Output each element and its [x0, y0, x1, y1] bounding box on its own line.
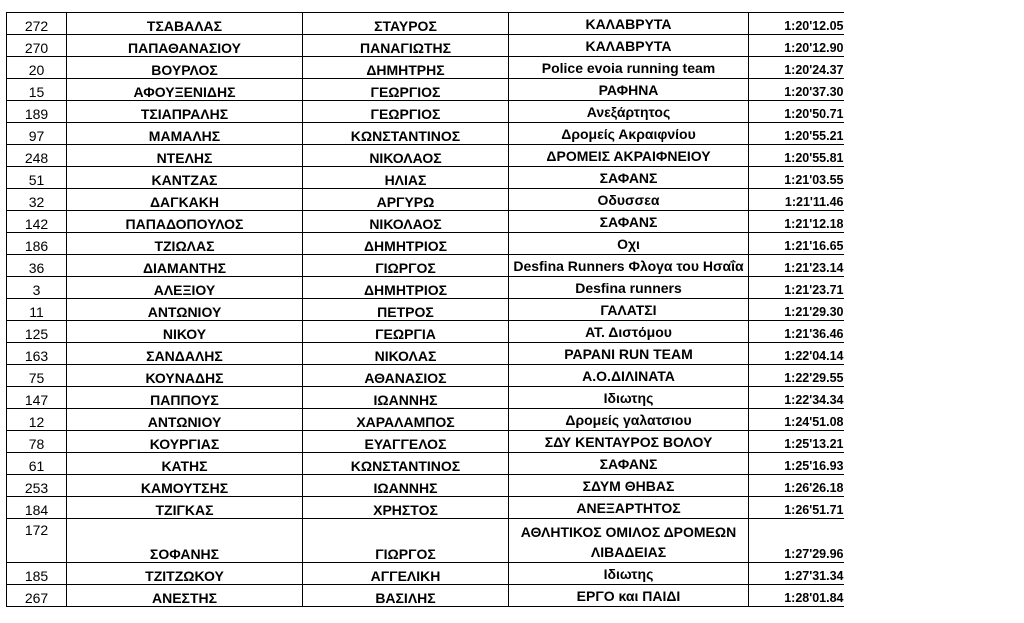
finish-time-cell: 1:25'16.93 [749, 453, 844, 475]
bib-number-cell: 172 [7, 519, 67, 563]
bib-number-cell: 51 [7, 167, 67, 189]
first-name-cell: ΓΕΩΡΓΙΟΣ [303, 101, 509, 123]
surname-cell: ΚΟΥΡΓΙΑΣ [67, 431, 303, 453]
finish-time-cell: 1:20'12.90 [749, 35, 844, 57]
bib-number-cell: 61 [7, 453, 67, 475]
bib-number-cell: 97 [7, 123, 67, 145]
table-row [7, 35, 844, 57]
club-cell: ΣΔΥΜ ΘΗΒΑΣ [509, 475, 749, 497]
bib-number-cell: 163 [7, 343, 67, 365]
finish-time-cell: 1:21'16.65 [749, 233, 844, 255]
club-cell: Οχι [509, 233, 749, 255]
table-row [7, 123, 844, 145]
finish-time-cell: 1:22'04.14 [749, 343, 844, 365]
club-cell: PAPANI RUN TEAM [509, 343, 749, 365]
bib-number-cell: 189 [7, 101, 67, 123]
first-name-cell: ΑΡΓΥΡΩ [303, 189, 509, 211]
first-name-cell: ΓΕΩΡΓΙΑ [303, 321, 509, 343]
club-cell: Οδυσσεα [509, 189, 749, 211]
club-cell: ΕΡΓΟ και ΠΑΙΔΙ [509, 585, 749, 607]
first-name-cell: ΠΑΝΑΓΙΩΤΗΣ [303, 35, 509, 57]
club-cell: Desfina runners [509, 277, 749, 299]
table-row [7, 343, 844, 365]
table-row [7, 255, 844, 277]
table-row [7, 453, 844, 475]
table-row [7, 13, 844, 35]
surname-cell: ΑΛΕΞΙΟΥ [67, 277, 303, 299]
surname-cell: ΜΑΜΑΛΗΣ [67, 123, 303, 145]
bib-number-cell: 36 [7, 255, 67, 277]
finish-time-cell: 1:20'55.21 [749, 123, 844, 145]
club-cell: ΣΔΥ ΚΕΝΤΑΥΡΟΣ ΒΟΛΟΥ [509, 431, 749, 453]
finish-time-cell: 1:27'31.34 [749, 563, 844, 585]
first-name-cell: ΑΓΓΕΛΙΚΗ [303, 563, 509, 585]
bib-number-cell: 184 [7, 497, 67, 519]
bib-number-cell: 253 [7, 475, 67, 497]
table-row [7, 409, 844, 431]
bib-number-cell: 186 [7, 233, 67, 255]
first-name-cell: ΓΙΩΡΓΟΣ [303, 519, 509, 563]
finish-time-cell: 1:21'23.14 [749, 255, 844, 277]
table-row [7, 57, 844, 79]
club-cell: ΔΡΟΜΕΙΣ ΑΚΡΑΙΦΝΕΙΟΥ [509, 145, 749, 167]
club-cell: ΚΑΛΑΒΡΥΤΑ [509, 35, 749, 57]
first-name-cell: ΒΑΣΙΛΗΣ [303, 585, 509, 607]
first-name-cell: ΓΙΩΡΓΟΣ [303, 255, 509, 277]
finish-time-cell: 1:26'26.18 [749, 475, 844, 497]
first-name-cell: ΧΑΡΑΛΑΜΠΟΣ [303, 409, 509, 431]
surname-cell: ΝΤΕΛΗΣ [67, 145, 303, 167]
club-cell: ΓΑΛΑΤΣΙ [509, 299, 749, 321]
bib-number-cell: 267 [7, 585, 67, 607]
table-row [7, 475, 844, 497]
bib-number-cell: 78 [7, 431, 67, 453]
surname-cell: ΑΝΤΩΝΙΟΥ [67, 299, 303, 321]
first-name-cell: ΑΘΑΝΑΣΙΟΣ [303, 365, 509, 387]
first-name-cell: ΔΗΜΗΤΡΙΟΣ [303, 277, 509, 299]
finish-time-cell: 1:24'51.08 [749, 409, 844, 431]
first-name-cell: ΧΡΗΣΤΟΣ [303, 497, 509, 519]
bib-number-cell: 11 [7, 299, 67, 321]
first-name-cell: ΝΙΚΟΛΑΣ [303, 343, 509, 365]
table-row [7, 431, 844, 453]
club-cell: ΑΤ. Διστόμου [509, 321, 749, 343]
finish-time-cell: 1:22'34.34 [749, 387, 844, 409]
bib-number-cell: 15 [7, 79, 67, 101]
bib-number-cell: 3 [7, 277, 67, 299]
finish-time-cell: 1:20'24.37 [749, 57, 844, 79]
club-cell: Δρομείς Ακραιφνίου [509, 123, 749, 145]
surname-cell: ΤΖΙΤΖΩΚΟΥ [67, 563, 303, 585]
finish-time-cell: 1:21'23.71 [749, 277, 844, 299]
surname-cell: ΠΑΠΠΟΥΣ [67, 387, 303, 409]
table-row [7, 233, 844, 255]
bib-number-cell: 270 [7, 35, 67, 57]
finish-time-cell: 1:21'29.30 [749, 299, 844, 321]
finish-time-cell: 1:22'29.55 [749, 365, 844, 387]
surname-cell: ΤΖΙΓΚΑΣ [67, 497, 303, 519]
table-row [7, 189, 844, 211]
table-row [7, 277, 844, 299]
bib-number-cell: 147 [7, 387, 67, 409]
surname-cell: ΚΟΥΝΑΔΗΣ [67, 365, 303, 387]
first-name-cell: ΔΗΜΗΤΡΙΟΣ [303, 233, 509, 255]
finish-time-cell: 1:21'03.55 [749, 167, 844, 189]
table-row [7, 497, 844, 519]
finish-time-cell: 1:21'11.46 [749, 189, 844, 211]
table-row [7, 519, 844, 563]
club-cell: Police evoia running team [509, 57, 749, 79]
surname-cell: ΑΦΟΥΞΕΝΙΔΗΣ [67, 79, 303, 101]
first-name-cell: ΕΥΑΓΓΕΛΟΣ [303, 431, 509, 453]
surname-cell: ΤΣΙΑΠΡΑΛΗΣ [67, 101, 303, 123]
finish-time-cell: 1:26'51.71 [749, 497, 844, 519]
first-name-cell: ΗΛΙΑΣ [303, 167, 509, 189]
club-cell: ΣΑΦΑΝΣ [509, 167, 749, 189]
surname-cell: ΔΑΓΚΑΚΗ [67, 189, 303, 211]
surname-cell: ΒΟΥΡΛΟΣ [67, 57, 303, 79]
club-cell: Ιδιωτης [509, 563, 749, 585]
surname-cell: ΣΑΝΔΑΛΗΣ [67, 343, 303, 365]
surname-cell: ΑΝΕΣΤΗΣ [67, 585, 303, 607]
table-row [7, 299, 844, 321]
table-row [7, 321, 844, 343]
first-name-cell: ΙΩΑΝΝΗΣ [303, 387, 509, 409]
bib-number-cell: 142 [7, 211, 67, 233]
first-name-cell: ΠΕΤΡΟΣ [303, 299, 509, 321]
first-name-cell: ΚΩΝΣΤΑΝΤΙΝΟΣ [303, 123, 509, 145]
table-row [7, 211, 844, 233]
surname-cell: ΔΙΑΜΑΝΤΗΣ [67, 255, 303, 277]
finish-time-cell: 1:28'01.84 [749, 585, 844, 607]
first-name-cell: ΔΗΜΗΤΡΗΣ [303, 57, 509, 79]
first-name-cell: ΝΙΚΟΛΑΟΣ [303, 211, 509, 233]
finish-time-cell: 1:21'12.18 [749, 211, 844, 233]
club-cell: ΚΑΛΑΒΡΥΤΑ [509, 13, 749, 35]
bib-number-cell: 248 [7, 145, 67, 167]
results-table-body [7, 13, 844, 607]
table-row [7, 79, 844, 101]
bib-number-cell: 272 [7, 13, 67, 35]
bib-number-cell: 185 [7, 563, 67, 585]
table-row [7, 365, 844, 387]
finish-time-cell: 1:20'50.71 [749, 101, 844, 123]
first-name-cell: ΚΩΝΣΤΑΝΤΙΝΟΣ [303, 453, 509, 475]
surname-cell: ΠΑΠΑΔΟΠΟΥΛΟΣ [67, 211, 303, 233]
finish-time-cell: 1:20'55.81 [749, 145, 844, 167]
surname-cell: ΣΟΦΑΝΗΣ [67, 519, 303, 563]
club-cell: Ανεξάρτητος [509, 101, 749, 123]
surname-cell: ΝΙΚΟΥ [67, 321, 303, 343]
finish-time-cell: 1:27'29.96 [749, 519, 844, 563]
surname-cell: ΑΝΤΩΝΙΟΥ [67, 409, 303, 431]
bib-number-cell: 32 [7, 189, 67, 211]
bib-number-cell: 125 [7, 321, 67, 343]
table-row [7, 101, 844, 123]
club-cell: ΡΑΦΗΝΑ [509, 79, 749, 101]
bib-number-cell: 12 [7, 409, 67, 431]
table-row [7, 387, 844, 409]
first-name-cell: ΙΩΑΝΝΗΣ [303, 475, 509, 497]
first-name-cell: ΓΕΩΡΓΙΟΣ [303, 79, 509, 101]
surname-cell: ΚΑΝΤΖΑΣ [67, 167, 303, 189]
surname-cell: ΠΑΠΑΘΑΝΑΣΙΟΥ [67, 35, 303, 57]
table-row [7, 585, 844, 607]
surname-cell: ΤΣΑΒΑΛΑΣ [67, 13, 303, 35]
results-table [6, 12, 844, 607]
club-cell: ΑΘΛΗΤΙΚΟΣ ΟΜΙΛΟΣ ΔΡΟΜΕΩΝ ΛΙΒΑΔΕΙΑΣ [509, 519, 749, 563]
finish-time-cell: 1:21'36.46 [749, 321, 844, 343]
surname-cell: ΚΑΜΟΥΤΣΗΣ [67, 475, 303, 497]
first-name-cell: ΣΤΑΥΡΟΣ [303, 13, 509, 35]
finish-time-cell: 1:25'13.21 [749, 431, 844, 453]
table-row [7, 167, 844, 189]
bib-number-cell: 75 [7, 365, 67, 387]
finish-time-cell: 1:20'37.30 [749, 79, 844, 101]
club-cell: Δρομείς γαλατσιου [509, 409, 749, 431]
table-row [7, 145, 844, 167]
surname-cell: ΤΖΙΩΛΑΣ [67, 233, 303, 255]
bib-number-cell: 20 [7, 57, 67, 79]
surname-cell: ΚΑΤΗΣ [67, 453, 303, 475]
club-cell: ΣΑΦΑΝΣ [509, 211, 749, 233]
table-row [7, 563, 844, 585]
club-cell: ΑΝΕΞΑΡΤΗΤΟΣ [509, 497, 749, 519]
club-cell: Desfina Runners Φλογα του Ησαΐα [509, 255, 749, 277]
club-cell: Ιδιωτης [509, 387, 749, 409]
finish-time-cell: 1:20'12.05 [749, 13, 844, 35]
club-cell: Α.Ο.ΔΙΛΙΝΑΤΑ [509, 365, 749, 387]
first-name-cell: ΝΙΚΟΛΑΟΣ [303, 145, 509, 167]
club-cell: ΣΑΦΑΝΣ [509, 453, 749, 475]
